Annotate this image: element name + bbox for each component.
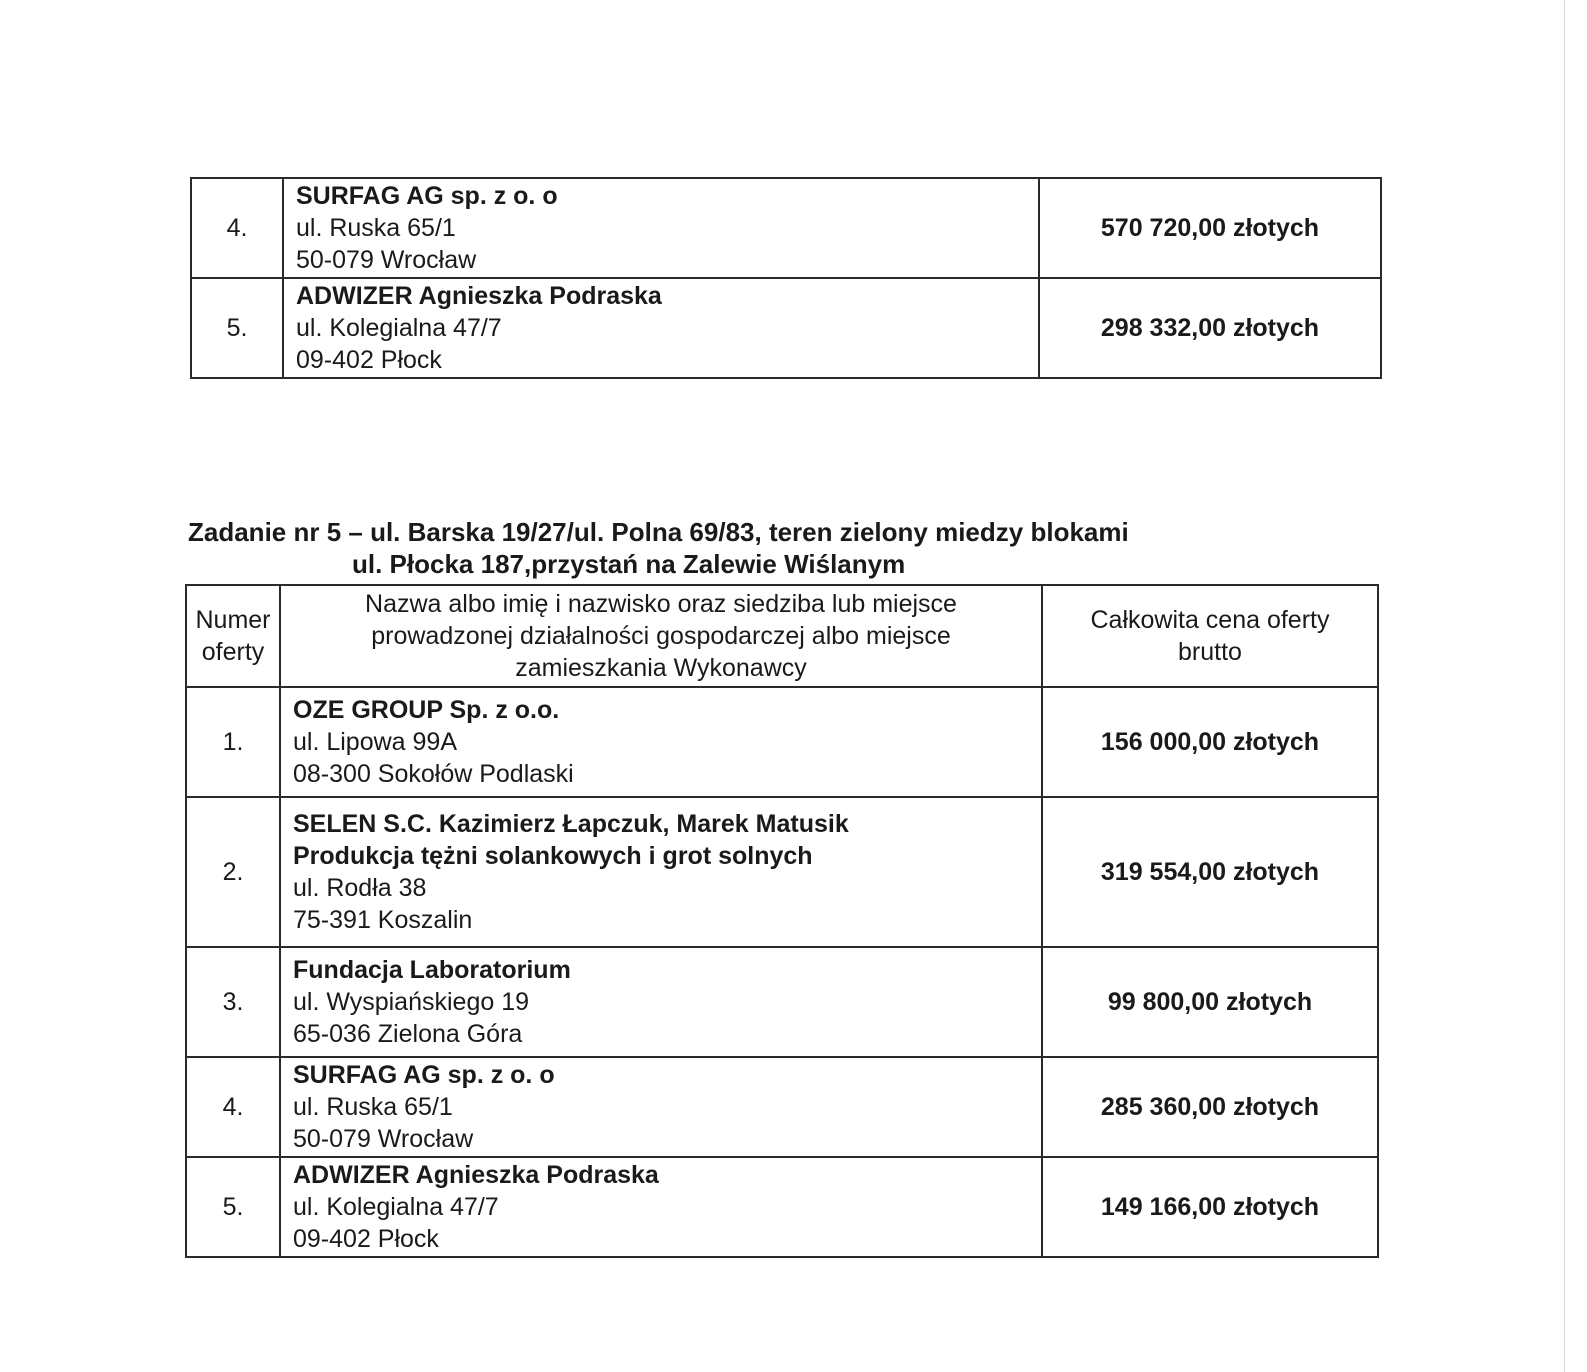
contractor-city: 65-036 Zielona Góra [293, 1020, 523, 1048]
contractor-street: ul. Rodła 38 [293, 874, 427, 902]
table-row [186, 687, 1378, 797]
table-row [191, 278, 1381, 378]
offer-price: 319 554,00 złotych [1042, 797, 1378, 947]
offer-number: 4. [191, 178, 283, 278]
contractor-name: SELEN S.C. Kazimierz Łapczuk, Marek Matusik [293, 810, 849, 838]
offer-price: 570 720,00 złotych [1039, 178, 1381, 278]
header-total-price [1042, 585, 1378, 687]
header-name-line-3: zamieszkania Wykonawcy [515, 654, 807, 682]
table-header-row [186, 585, 1378, 687]
offer-price: 285 360,00 złotych [1042, 1057, 1378, 1157]
offer-number: 3. [186, 947, 280, 1057]
contractor-name: OZE GROUP Sp. z o.o. [293, 696, 560, 724]
header-number-line-1: Numer [195, 606, 271, 634]
header-price-line-1: Całkowita cena oferty [1090, 606, 1330, 634]
contractor-cell [280, 1057, 1042, 1157]
contractor-name: Fundacja Laboratorium [293, 956, 571, 984]
contractor-cell [280, 947, 1042, 1057]
header-contractor [280, 585, 1042, 687]
contractor-city: 75-391 Koszalin [293, 906, 473, 934]
contractor-city: 50-079 Wrocław [293, 1125, 474, 1153]
contractor-name: ADWIZER Agnieszka Podraska [293, 1161, 659, 1189]
table-row [186, 1057, 1378, 1157]
contractor-cell [283, 178, 1039, 278]
contractor-business-description: Produkcja tężni solankowych i grot solnych [293, 842, 813, 870]
table-row [186, 797, 1378, 947]
contractor-city: 09-402 Płock [296, 346, 442, 374]
contractor-street: ul. Kolegialna 47/7 [293, 1193, 499, 1221]
contractor-city: 08-300 Sokołów Podlaski [293, 760, 574, 788]
offers-table-continued [190, 177, 1382, 379]
table-row [186, 1157, 1378, 1257]
table-row [191, 178, 1381, 278]
contractor-street: ul. Lipowa 99A [293, 728, 458, 756]
offer-price: 149 166,00 złotych [1042, 1157, 1378, 1257]
contractor-street: ul. Ruska 65/1 [296, 214, 456, 242]
offers-table-task-5 [185, 584, 1379, 1258]
contractor-name: ADWIZER Agnieszka Podraska [296, 282, 662, 310]
contractor-city: 50-079 Wrocław [296, 246, 477, 274]
offer-number: 5. [186, 1157, 280, 1257]
contractor-cell [280, 1157, 1042, 1257]
offer-number: 2. [186, 797, 280, 947]
scan-edge-line [1564, 0, 1565, 1372]
task-title [188, 516, 1129, 580]
task-title-line-1: Zadanie nr 5 – ul. Barska 19/27/ul. Polna 69/83, teren zielony miedzy blokami [188, 517, 1129, 547]
contractor-street: ul. Ruska 65/1 [293, 1093, 453, 1121]
offer-number: 1. [186, 687, 280, 797]
contractor-street: ul. Wyspiańskiego 19 [293, 988, 530, 1016]
contractor-street: ul. Kolegialna 47/7 [296, 314, 502, 342]
contractor-name: SURFAG AG sp. z o. o [296, 182, 558, 210]
offer-price: 99 800,00 złotych [1042, 947, 1378, 1057]
contractor-cell [283, 278, 1039, 378]
header-name-line-1: Nazwa albo imię i nazwisko oraz siedziba lub miejsce [365, 590, 957, 618]
header-number-line-2: oferty [201, 638, 265, 666]
header-offer-number [186, 585, 280, 687]
contractor-name: SURFAG AG sp. z o. o [293, 1061, 555, 1089]
task-title-line-2: ul. Płocka 187,przystań na Zalewie Wiślanym [352, 549, 906, 579]
offer-price: 298 332,00 złotych [1039, 278, 1381, 378]
offer-number: 5. [191, 278, 283, 378]
contractor-cell [280, 687, 1042, 797]
contractor-cell [280, 797, 1042, 947]
header-price-line-2: brutto [1178, 638, 1242, 666]
table-row [186, 947, 1378, 1057]
offer-number: 4. [186, 1057, 280, 1157]
contractor-city: 09-402 Płock [293, 1225, 439, 1253]
header-name-line-2: prowadzonej działalności gospodarczej albo miejsce [371, 622, 951, 650]
offer-price: 156 000,00 złotych [1042, 687, 1378, 797]
